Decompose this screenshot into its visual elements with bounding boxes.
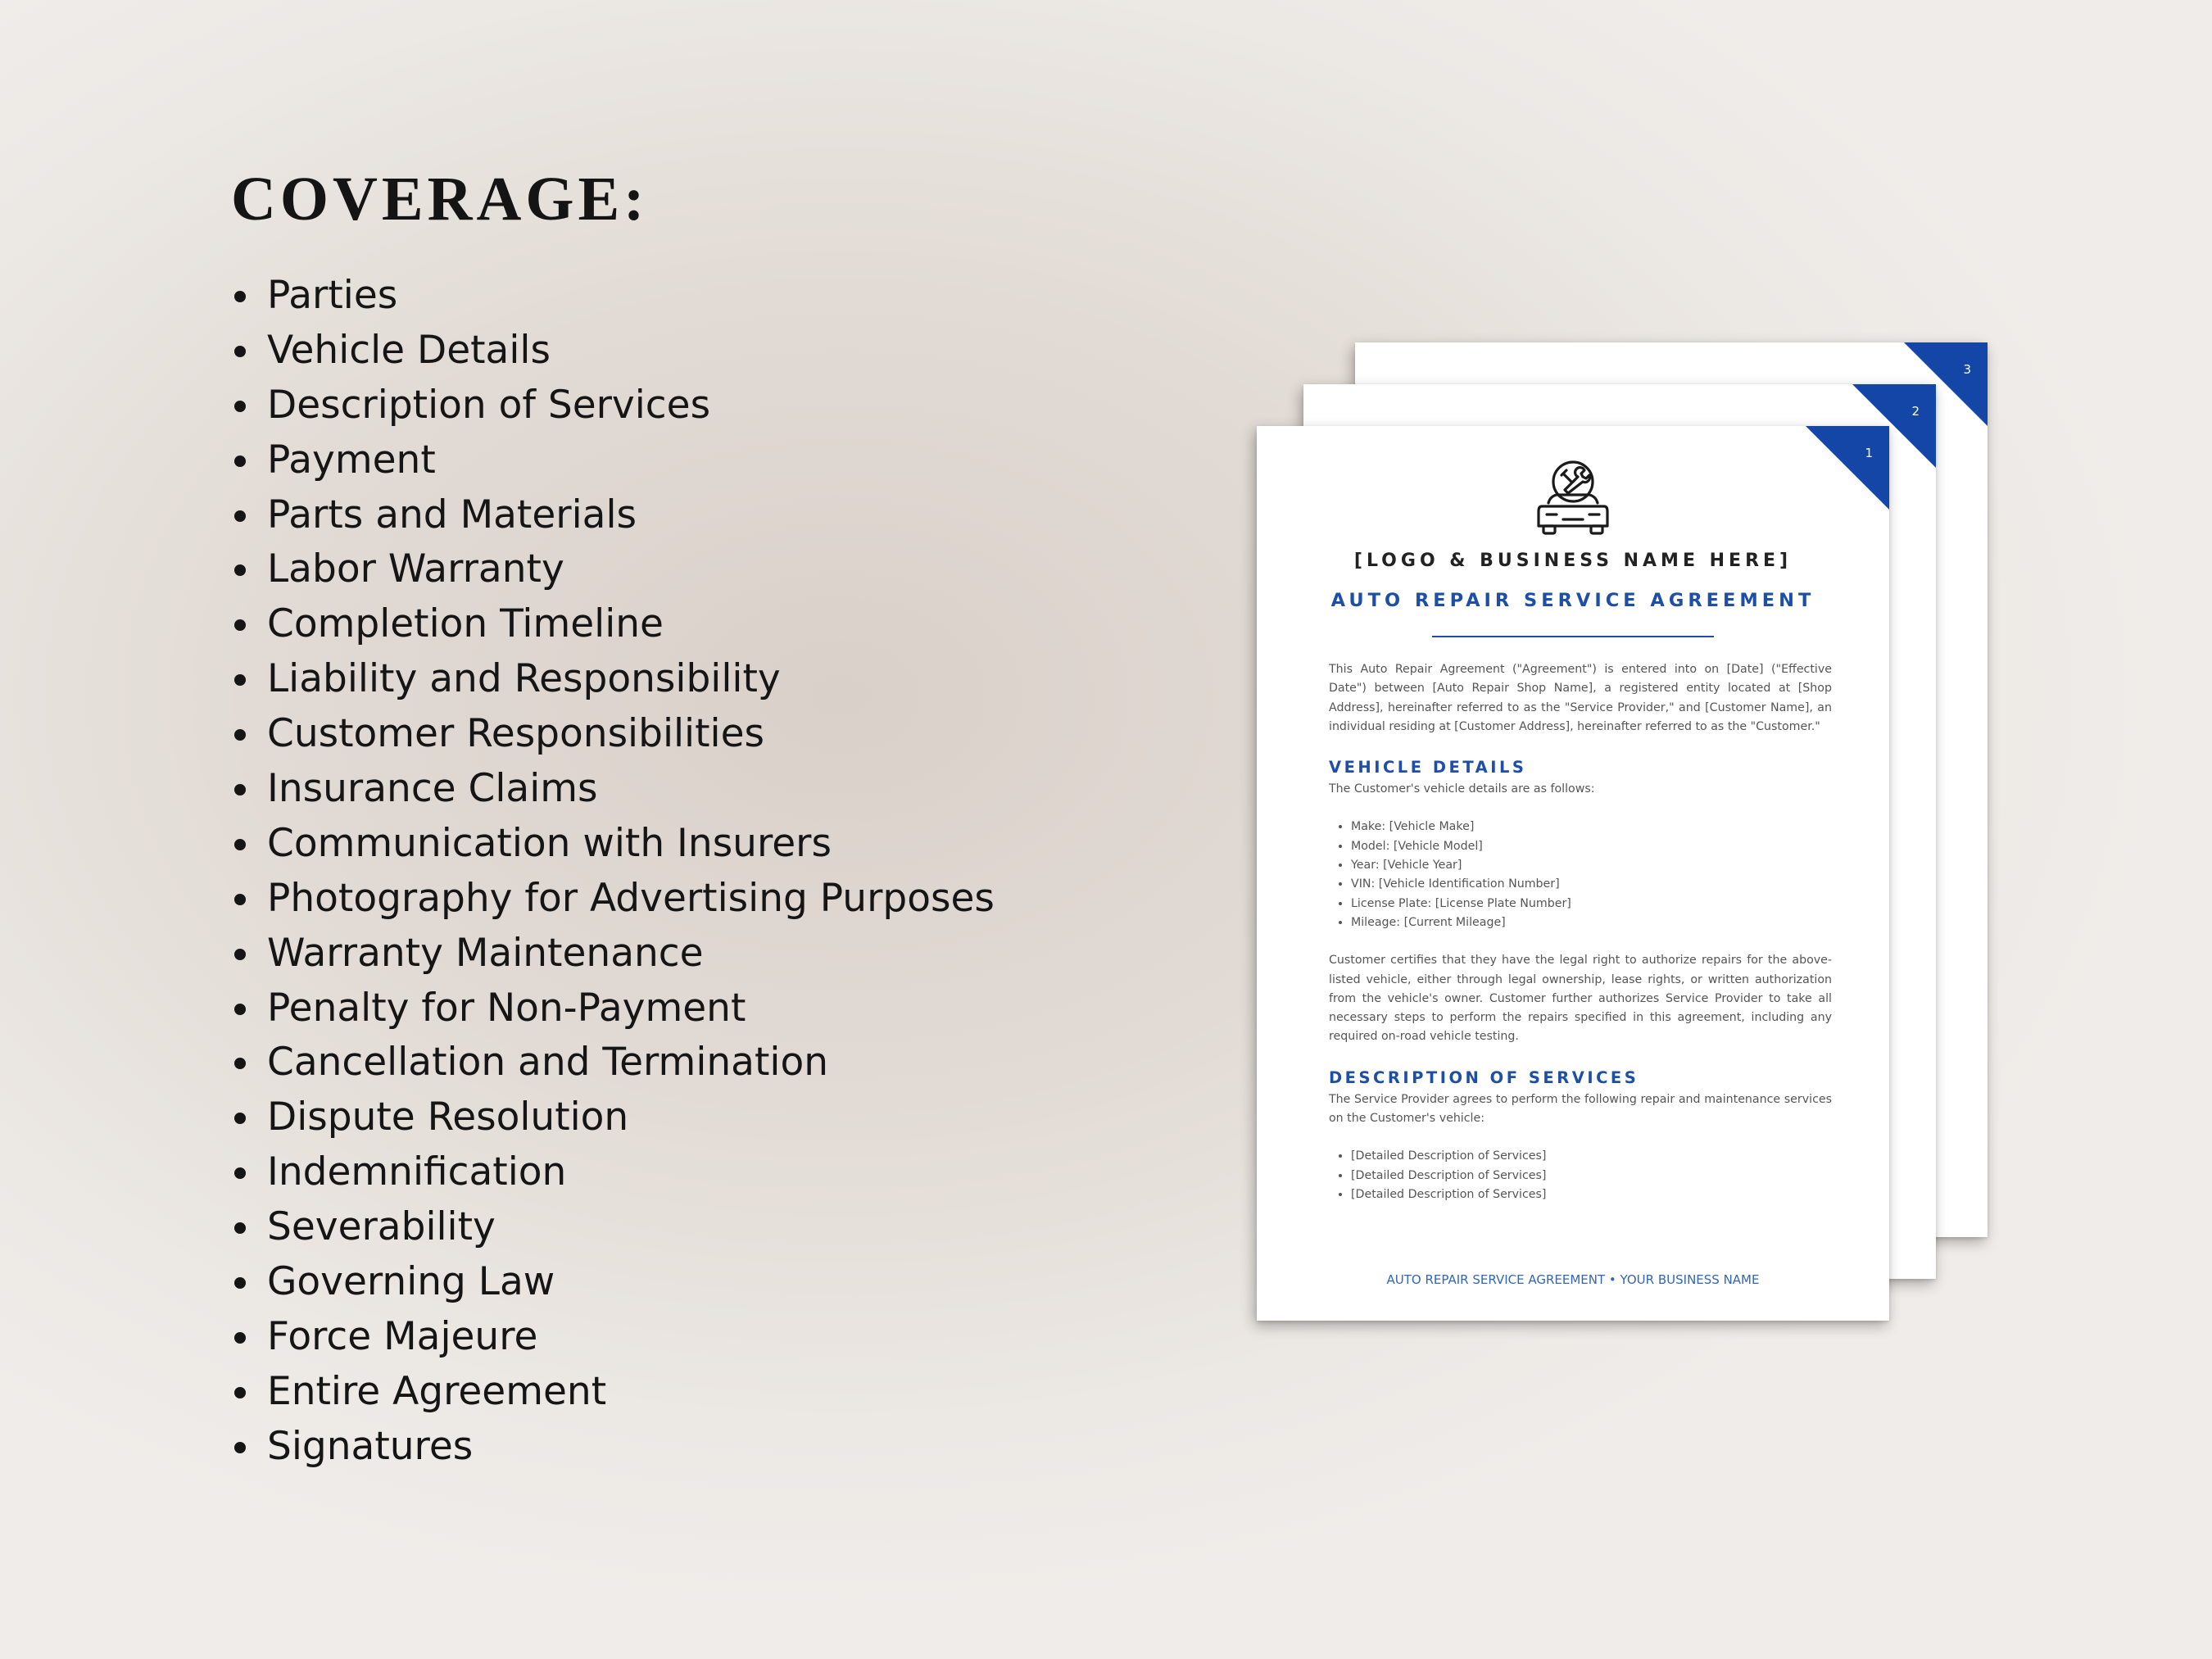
vehicle-details-list xyxy=(1329,818,1832,932)
business-name-placeholder: [LOGO & BUSINESS NAME HERE] xyxy=(1353,551,1793,571)
list-item: • Model: [Vehicle Model] xyxy=(1351,837,1832,856)
coverage-item: Photography for Advertising Purposes xyxy=(231,876,995,931)
page-number: 2 xyxy=(1911,404,1920,419)
coverage-item: Description of Services xyxy=(231,383,995,437)
page-number: 1 xyxy=(1865,446,1873,460)
coverage-item: Dispute Resolution xyxy=(231,1095,995,1149)
list-item: • Make: [Vehicle Make] xyxy=(1351,818,1832,836)
list-item: • [Detailed Description of Services] xyxy=(1351,1167,1832,1185)
coverage-item: Parties xyxy=(231,273,995,328)
list-item: • Mileage: [Current Mileage] xyxy=(1351,913,1832,932)
list-item: • VIN: [Vehicle Identification Number] xyxy=(1351,875,1832,894)
coverage-item: Payment xyxy=(231,437,995,492)
coverage-item: Communication with Insurers xyxy=(231,821,995,876)
description-of-services-heading: DESCRIPTION OF SERVICES xyxy=(1329,1067,1639,1087)
document-page-1 xyxy=(1257,426,1889,1321)
document-body xyxy=(1329,660,1832,1204)
list-item: • [Detailed Description of Services] xyxy=(1351,1185,1832,1204)
coverage-item: Vehicle Details xyxy=(231,328,995,383)
vehicle-details-heading: VEHICLE DETAILS xyxy=(1329,758,1527,777)
list-item: • License Plate: [License Plate Number] xyxy=(1351,895,1832,913)
list-item: • [Detailed Description of Services] xyxy=(1351,1147,1832,1166)
services-list xyxy=(1329,1147,1832,1204)
coverage-item: Cancellation and Termination xyxy=(231,1040,995,1095)
coverage-list xyxy=(231,273,995,1479)
title-divider xyxy=(1432,636,1714,637)
coverage-item: Force Majeure xyxy=(231,1314,995,1369)
page-number: 3 xyxy=(1963,362,1971,377)
vehicle-intro: The Customer's vehicle details are as follows: xyxy=(1329,782,1595,796)
coverage-item: Parts and Materials xyxy=(231,492,995,547)
coverage-item: Signatures xyxy=(231,1424,995,1479)
page-corner-tab xyxy=(1806,426,1889,510)
coverage-item: Warranty Maintenance xyxy=(231,931,995,986)
intro-paragraph: This Auto Repair Agreement ("Agreement") is entered into on [Date] ("Effective Date") between [Auto Repair Shop Name], a registered entity located at [Shop Address], hereinafter referred to as the "Service Provider," and [Customer Name], an individual residing at [Customer Address], hereinafter referred to as the "Customer." xyxy=(1329,663,1832,733)
car-repair-icon xyxy=(1530,454,1616,539)
coverage-item: Insurance Claims xyxy=(231,766,995,821)
authorization-paragraph: Customer certifies that they have the legal right to authorize repairs for the above-listed vehicle, either through legal ownership, lease rights, or written authorization from the vehicle's owner. Customer further authorizes Service Provider to take all necessary steps to perform the repairs specified in this agreement, including any required on-road vehicle testing. xyxy=(1329,954,1832,1044)
coverage-item: Liability and Responsibility xyxy=(231,656,995,711)
services-intro: The Service Provider agrees to perform the following repair and maintenance services on the Customer's vehicle: xyxy=(1329,1092,1832,1126)
list-item: • Year: [Vehicle Year] xyxy=(1351,856,1832,875)
coverage-item: Entire Agreement xyxy=(231,1369,995,1424)
coverage-title: COVERAGE: xyxy=(231,165,649,233)
coverage-item: Severability xyxy=(231,1204,995,1259)
coverage-item: Labor Warranty xyxy=(231,546,995,601)
coverage-item: Indemnification xyxy=(231,1149,995,1204)
coverage-item: Customer Responsibilities xyxy=(231,711,995,766)
coverage-item: Governing Law xyxy=(231,1259,995,1314)
coverage-item: Penalty for Non-Payment xyxy=(231,986,995,1040)
document-footer: AUTO REPAIR SERVICE AGREEMENT • YOUR BUSINESS NAME xyxy=(1386,1272,1760,1287)
document-title: AUTO REPAIR SERVICE AGREEMENT xyxy=(1330,590,1815,611)
coverage-item: Completion Timeline xyxy=(231,601,995,656)
